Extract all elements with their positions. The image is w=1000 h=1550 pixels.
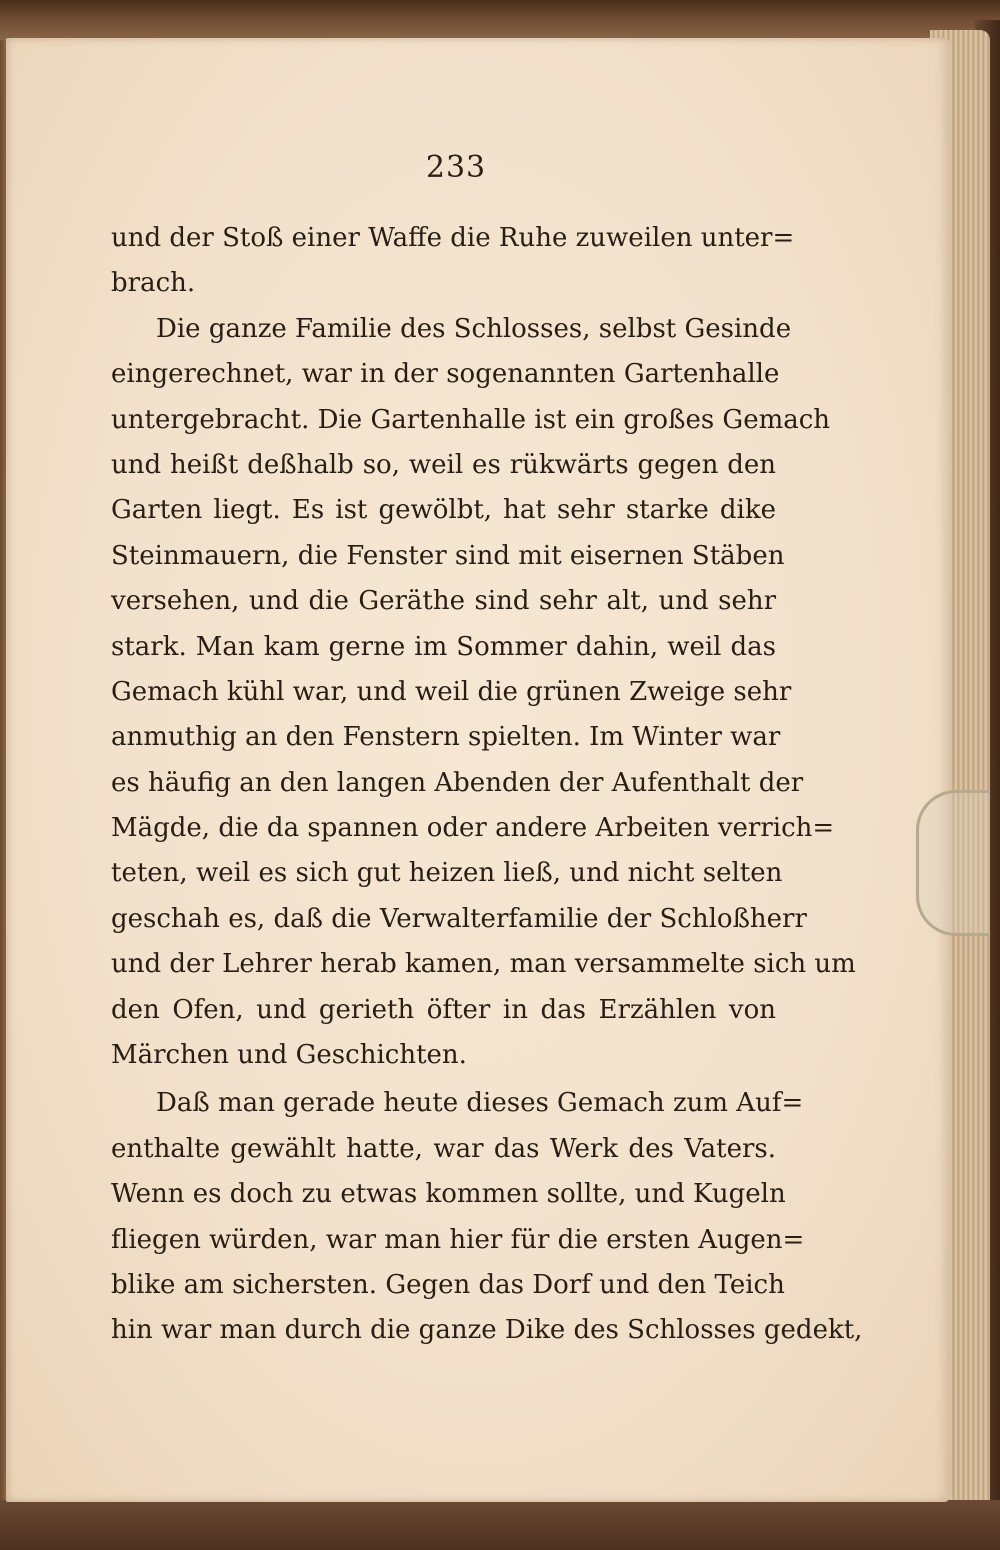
text-line: anmuthig an den Fenstern spielten. Im Winter war: [111, 722, 781, 753]
page-number: 233: [425, 150, 487, 185]
text-line: eingerechnet, war in der sogenannten Gartenhalle: [111, 359, 780, 390]
text-line: Mägde, die da spannen oder andere Arbeiten verrich=: [111, 813, 835, 844]
text-line: und der Lehrer herab kamen, man versammelte sich um: [111, 949, 856, 980]
text-line: hin war man durch die ganze Dike des Schlosses gedekt,: [111, 1315, 863, 1346]
text-line: stark. Man kam gerne im Sommer dahin, weil das: [111, 631, 776, 662]
text-line: teten, weil es sich gut heizen ließ, und nicht selten: [111, 858, 783, 889]
text-line: Wenn es doch zu etwas kommen sollte, und Kugeln: [111, 1179, 786, 1210]
text-line: versehen, und die Geräthe sind sehr alt, und sehr: [111, 586, 776, 617]
book-cover-bottom: [0, 1500, 1000, 1550]
text-line: und der Stoß einer Waffe die Ruhe zuweilen unter=: [111, 223, 795, 253]
book-page: [6, 38, 950, 1502]
page-clip: [916, 790, 989, 936]
text-line: Steinmauern, die Fenster sind mit eisernen Stäben: [111, 540, 785, 571]
text-line: geschah es, daß die Verwalterfamilie der Schloßherr: [111, 903, 807, 934]
text-line: und heißt deßhalb so, weil es rükwärts gegen den: [111, 449, 776, 480]
text-line: enthalte gewählt hatte, war das Werk des Vaters.: [111, 1133, 776, 1164]
text-line: brach.: [111, 268, 196, 299]
text-line: Die ganze Familie des Schlosses, selbst Gesinde: [156, 313, 792, 344]
text-line: Gemach kühl war, und weil die grünen Zweige sehr: [111, 676, 792, 707]
text-line: Märchen und Geschichten.: [111, 1040, 467, 1071]
text-line: blike am sichersten. Gegen das Dorf und den Teich: [111, 1269, 785, 1300]
book-cover-top: [0, 0, 1000, 40]
body-text: [111, 216, 863, 1354]
text-line: den Ofen, und gerieth öfter in das Erzählen von: [111, 994, 776, 1025]
text-line: fliegen würden, war man hier für die ersten Augen=: [111, 1224, 805, 1255]
text-line: Garten liegt. Es ist gewölbt, hat sehr starke dike: [111, 495, 776, 526]
text-line: untergebracht. Die Gartenhalle ist ein großes Gemach: [111, 404, 831, 435]
text-line: Daß man gerade heute dieses Gemach zum Auf=: [156, 1088, 804, 1119]
text-line: es häufig an den langen Abenden der Aufenthalt der: [111, 767, 804, 798]
